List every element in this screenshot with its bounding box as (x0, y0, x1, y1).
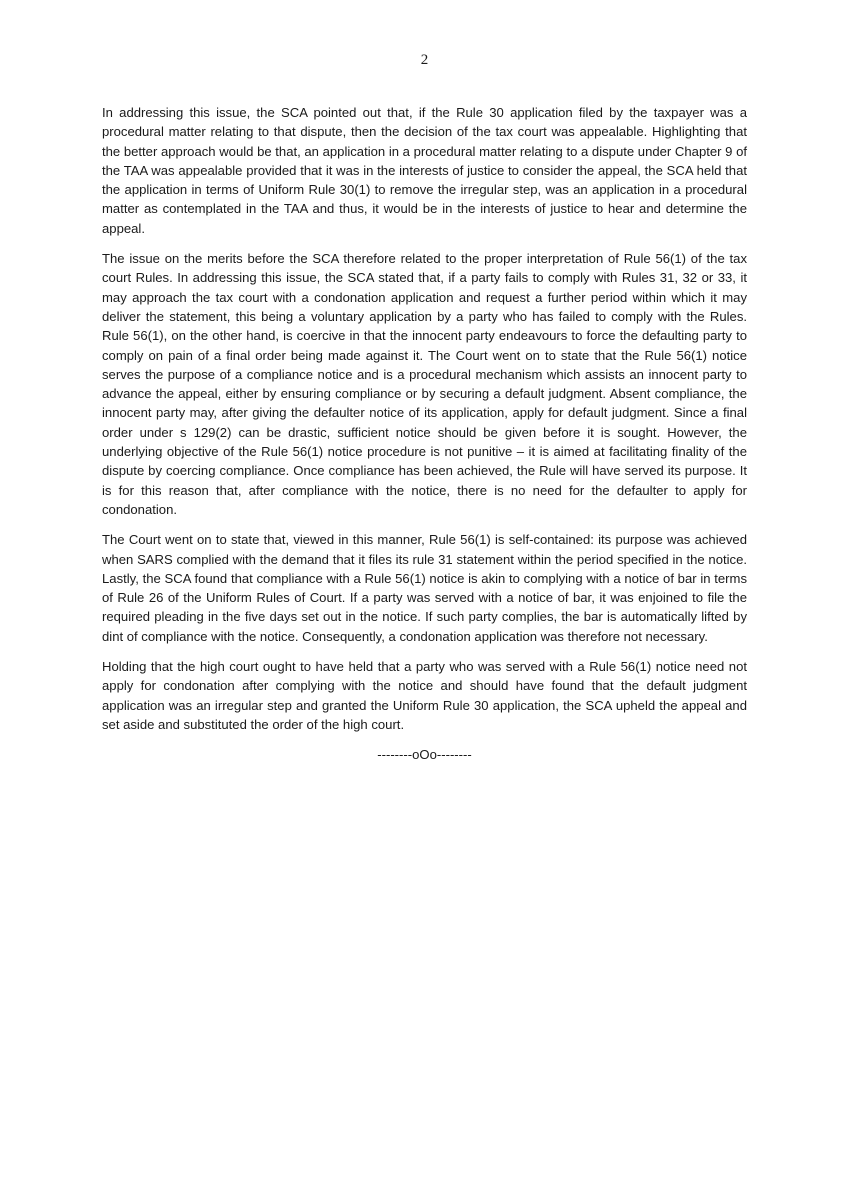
paragraph-rule-56-interpretation: The issue on the merits before the SCA therefore related to the proper interpretation of Rule 56(1) of the tax court Rules. In addressing this issue, the SCA stated that, if a party fails to comply with Rules 31, 32 or 33, it may approach the tax court with a condonation application and request a further period within which it may deliver the statement, this being a voluntary application by a party who has failed to comply with the Rules. Rule 56(1), on the other hand, is coercive in that the innocent party endeavours to force the defaulting party to comply on pain of a final order being made against it. The Court went on to state that the Rule 56(1) notice serves the purpose of a compliance notice and is a procedural mechanism which assists an innocent party to advance the appeal, either by ensuring compliance or by securing a default judgment. Absent compliance, the innocent party may, after giving the defaulter notice of its application, apply for default judgment. Since a final order under s 129(2) can be drastic, sufficient notice should be given before it is sought. However, the underlying objective of the Rule 56(1) notice procedure is not punitive – it is aimed at facilitating finality of the dispute by coercing compliance. Once compliance has been achieved, the Rule will have served its purpose. It is for this reason that, after compliance with the notice, there is no need for the defaulter to apply for condonation. (102, 251, 747, 517)
paragraph-self-contained-rule: The Court went on to state that, viewed in this manner, Rule 56(1) is self-contained: its purpose was achieved when SARS complied with the demand that it files its rule 31 statement within the period specified in the notice. Lastly, the SCA found that compliance with a Rule 56(1) notice is akin to complying with a notice of bar in terms of Rule 26 of the Uniform Rules of Court. If a party was served with a notice of bar, it was enjoined to file the required pleading in the five days set out in the notice. If such party complies, the bar is automatically lifted by dint of compliance with the notice. Consequently, a condonation application was therefore not necessary. (102, 532, 747, 644)
paragraph-holding: Holding that the high court ought to have held that a party who was served with a Rule 56(1) notice need not apply for condonation after complying with the notice and should have found that the default judgment application was an irregular step and granted the Uniform Rule 30 application, the SCA upheld the appeal and set aside and substituted the order of the high court. (102, 659, 747, 732)
page-number: 2 (420, 52, 429, 68)
end-marker: --------oOo-------- (377, 747, 472, 763)
document-body (102, 103, 747, 764)
paragraph-appealability: In addressing this issue, the SCA pointed out that, if the Rule 30 application filed by the taxpayer was a procedural matter relating to that dispute, then the decision of the tax court was appealable. Highlighting that the better approach would be that, an application in a procedural matter relating to a dispute under Chapter 9 of the TAA was appealable provided that it was in the interests of justice to consider the appeal, the SCA held that the application in terms of Uniform Rule 30(1) to remove the irregular step, was an application in a procedural matter as contemplated in the TAA and thus, it would be in the interests of justice to hear and determine the appeal. (102, 105, 747, 236)
